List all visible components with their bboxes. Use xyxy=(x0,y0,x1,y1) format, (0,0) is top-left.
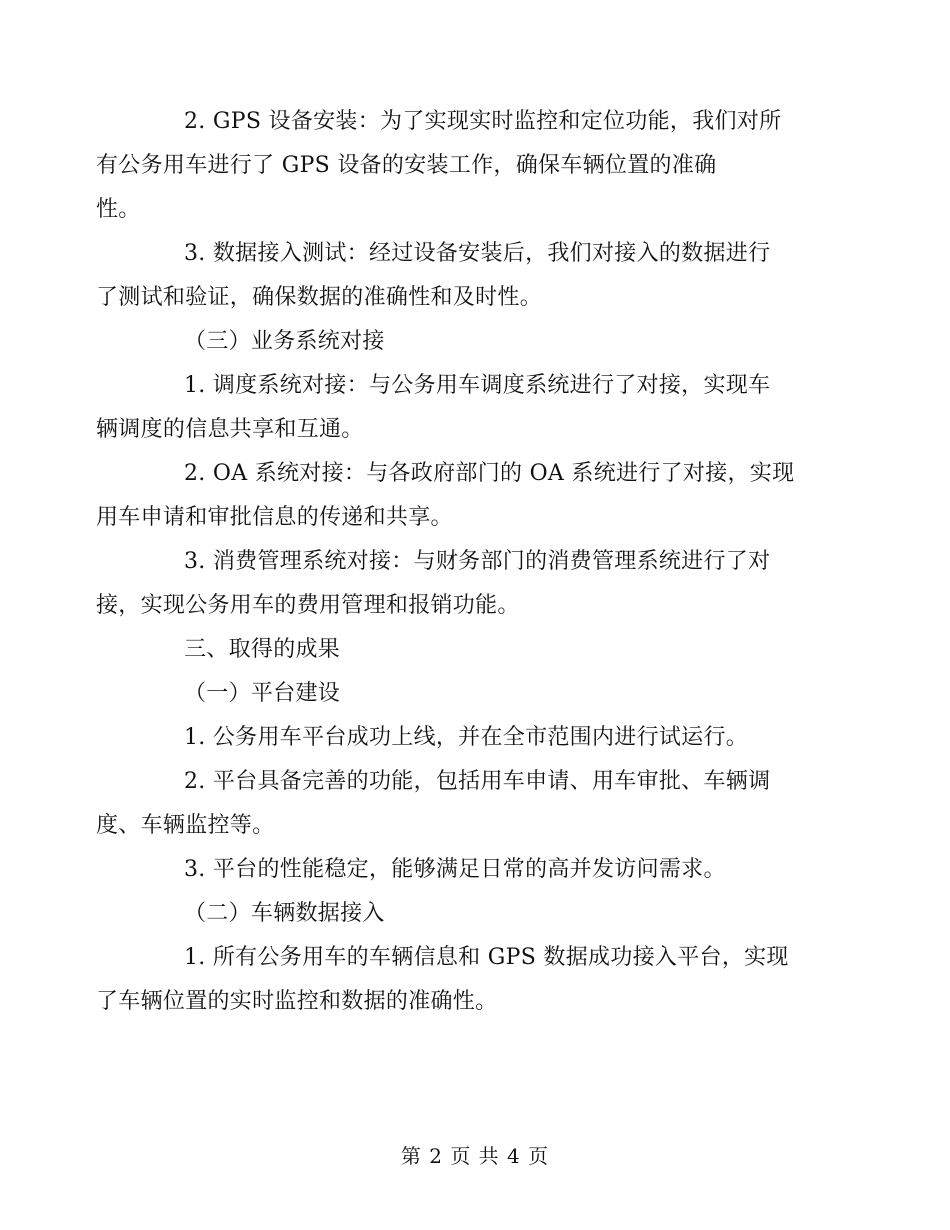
text-line: 1. 调度系统对接：与公务用车调度系统进行了对接，实现车 xyxy=(184,373,771,398)
document-body xyxy=(96,100,808,1024)
heading-text: （二）车辆数据接入 xyxy=(184,901,385,926)
section-heading-platform-build xyxy=(140,672,808,716)
paragraph-expense-system xyxy=(96,540,808,628)
heading-text: （一）平台建设 xyxy=(184,681,341,706)
paragraph-data-test xyxy=(96,232,808,320)
section-heading-achievements xyxy=(140,628,808,672)
section-heading-vehicle-data xyxy=(140,892,808,936)
text-line: 2. OA 系统对接：与各政府部门的 OA 系统进行了对接，实现 xyxy=(184,461,795,486)
text-line: 3. 平台的性能稳定，能够满足日常的高并发访问需求。 xyxy=(184,857,726,882)
text-line: 度、车辆监控等。 xyxy=(96,813,275,838)
heading-text: （三）业务系统对接 xyxy=(184,329,385,354)
text-line: 了测试和验证，确保数据的准确性和及时性。 xyxy=(96,285,543,310)
text-line: 3. 消费管理系统对接：与财务部门的消费管理系统进行了对 xyxy=(184,549,771,574)
paragraph-gps-install xyxy=(96,100,808,232)
text-line: 了车辆位置的实时监控和数据的准确性。 xyxy=(96,989,498,1014)
text-line: 辆调度的信息共享和互通。 xyxy=(96,417,364,442)
paragraph-oa-system xyxy=(96,452,808,540)
text-line: 性。 xyxy=(96,197,141,222)
paragraph-dispatch-system xyxy=(96,364,808,452)
page-number-footer: 第 2 页 共 4 页 xyxy=(400,1144,550,1168)
text-line: 2. GPS 设备安装：为了实现实时监控和定位功能，我们对所 xyxy=(184,109,782,134)
paragraph-platform-performance xyxy=(140,848,808,892)
text-line: 有公务用车进行了 GPS 设备的安装工作，确保车辆位置的准确 xyxy=(96,153,717,178)
text-line: 2. 平台具备完善的功能，包括用车申请、用车审批、车辆调 xyxy=(184,769,771,794)
text-line: 接，实现公务用车的费用管理和报销功能。 xyxy=(96,593,520,618)
paragraph-platform-features xyxy=(96,760,808,848)
section-heading-business-integration xyxy=(140,320,808,364)
paragraph-vehicle-data-access xyxy=(96,936,808,1024)
text-line: 用车申请和审批信息的传递和共享。 xyxy=(96,505,453,530)
heading-text: 三、取得的成果 xyxy=(184,637,341,662)
text-line: 1. 公务用车平台成功上线，并在全市范围内进行试运行。 xyxy=(184,725,749,750)
text-line: 3. 数据接入测试：经过设备安装后，我们对接入的数据进行 xyxy=(184,241,771,266)
text-line: 1. 所有公务用车的车辆信息和 GPS 数据成功接入平台，实现 xyxy=(184,945,789,970)
paragraph-platform-launch xyxy=(140,716,808,760)
